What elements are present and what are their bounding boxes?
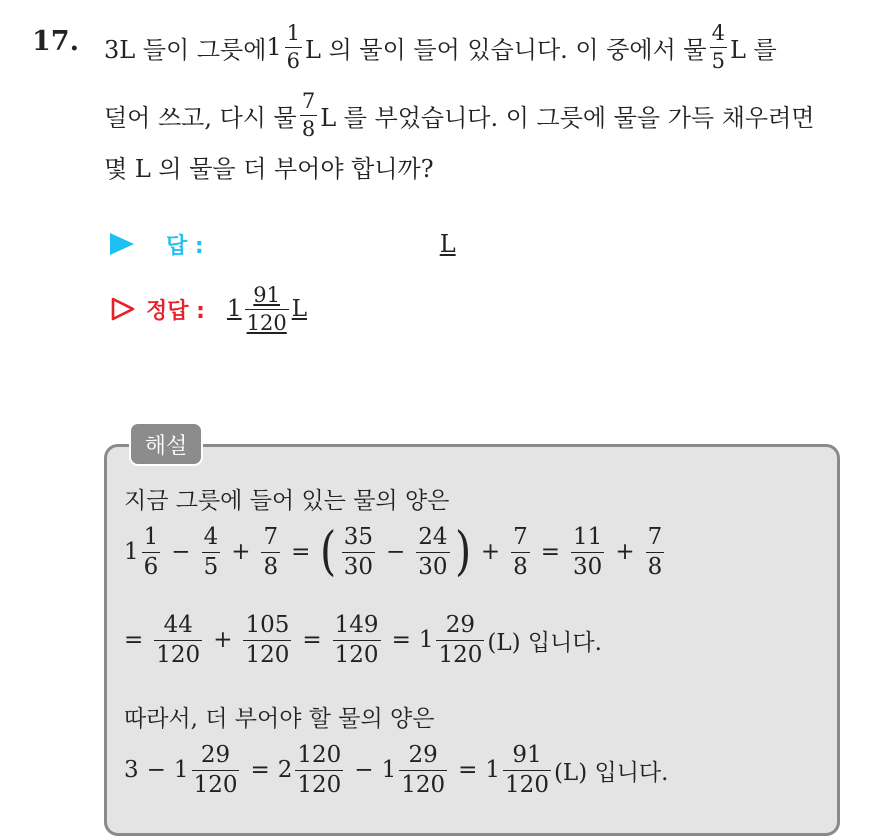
explanation-tag: 해설 bbox=[129, 422, 203, 466]
fraction-numerator: 91 bbox=[253, 282, 281, 307]
explanation-text: 지금 그릇에 들어 있는 물의 양은 bbox=[124, 487, 450, 514]
fraction-numerator: 29 bbox=[445, 611, 476, 638]
fraction-whole: 1 bbox=[418, 627, 434, 653]
equals-sign: = bbox=[291, 539, 311, 565]
equation-tail-text: (L) 입니다. bbox=[553, 759, 669, 786]
explanation-intro-2 bbox=[124, 698, 434, 734]
fraction bbox=[245, 282, 289, 335]
fraction-numerator: 35 bbox=[343, 523, 373, 550]
fraction-numerator: 11 bbox=[573, 523, 603, 550]
minus-sign: − bbox=[385, 539, 406, 565]
answer-row bbox=[110, 228, 456, 260]
minus-sign: − bbox=[171, 539, 191, 565]
fraction-whole: 1 bbox=[226, 296, 242, 322]
explanation-intro-1 bbox=[124, 480, 449, 516]
correct-answer-row bbox=[110, 280, 307, 338]
fraction-denominator: 120 bbox=[334, 641, 379, 668]
fraction-denominator: 120 bbox=[245, 641, 290, 668]
equals-sign: = bbox=[540, 539, 561, 565]
equals-sign: = bbox=[124, 627, 144, 653]
minus-sign: − bbox=[354, 757, 374, 783]
fraction-whole: 1 bbox=[266, 33, 282, 61]
equals-sign: = bbox=[391, 627, 411, 653]
fraction-denominator: 5 bbox=[711, 48, 725, 73]
fraction bbox=[142, 523, 161, 580]
fraction bbox=[202, 523, 221, 580]
fraction-numerator: 7 bbox=[513, 523, 528, 550]
fraction bbox=[261, 523, 280, 580]
mixed-fraction bbox=[266, 20, 305, 73]
fraction-numerator: 91 bbox=[512, 741, 542, 768]
fraction-numerator: 1 bbox=[286, 20, 301, 45]
fraction-denominator: 120 bbox=[156, 641, 201, 668]
mixed-fraction bbox=[277, 741, 347, 798]
equals-sign: = bbox=[302, 627, 322, 653]
left-paren: ( bbox=[320, 522, 337, 582]
fraction-denominator: 8 bbox=[301, 116, 316, 141]
fraction-numerator: 44 bbox=[163, 611, 193, 638]
fraction-denominator: 120 bbox=[401, 771, 446, 798]
correct-answer-value bbox=[226, 282, 307, 335]
fraction bbox=[295, 741, 343, 798]
fraction-numerator: 120 bbox=[297, 741, 342, 768]
question-text: L 를 bbox=[729, 35, 777, 64]
right-paren: ) bbox=[454, 522, 471, 582]
fraction-denominator: 30 bbox=[418, 553, 448, 580]
question-number: 17. bbox=[32, 26, 79, 57]
equation-3 bbox=[124, 736, 668, 804]
fraction-denominator: 120 bbox=[246, 310, 287, 335]
fraction-numerator: 29 bbox=[200, 741, 231, 768]
fraction-whole: 2 bbox=[277, 757, 293, 783]
fraction-numerator: 7 bbox=[263, 523, 279, 550]
outline-triangle-icon bbox=[110, 296, 136, 322]
fraction-denominator: 8 bbox=[647, 553, 663, 580]
fraction bbox=[511, 523, 530, 580]
fraction-whole: 1 bbox=[485, 757, 501, 783]
fraction bbox=[399, 741, 447, 798]
fraction bbox=[646, 523, 665, 580]
fraction-whole: 1 bbox=[124, 539, 139, 565]
fraction-numerator: 105 bbox=[245, 611, 290, 638]
fraction bbox=[342, 523, 375, 580]
fraction bbox=[285, 20, 302, 73]
fraction-numerator: 149 bbox=[334, 611, 379, 638]
plus-sign: + bbox=[213, 627, 233, 653]
question-line-1 bbox=[104, 14, 777, 80]
plus-sign: + bbox=[231, 539, 251, 565]
fraction-numerator: 4 bbox=[203, 523, 219, 550]
fraction bbox=[571, 523, 604, 580]
fraction-denominator: 8 bbox=[513, 553, 528, 580]
minus-sign: − bbox=[146, 757, 166, 783]
fraction-whole: 1 bbox=[381, 757, 397, 783]
fraction-numerator: 24 bbox=[418, 523, 448, 550]
fraction-denominator: 5 bbox=[203, 553, 219, 580]
question-text: 덜어 쓰고, 다시 물 bbox=[104, 103, 297, 132]
fraction-numerator: 7 bbox=[647, 523, 663, 550]
fraction-denominator: 120 bbox=[438, 641, 483, 668]
equation-tail-text: (L) 입니다. bbox=[487, 629, 602, 656]
equals-sign: = bbox=[250, 757, 270, 783]
mixed-fraction bbox=[485, 741, 554, 798]
fraction-denominator: 30 bbox=[573, 553, 603, 580]
question-text: 3L 들이 그릇에 bbox=[104, 35, 267, 64]
fraction-denominator: 120 bbox=[193, 771, 238, 798]
equation-1 bbox=[124, 518, 667, 586]
fraction bbox=[416, 523, 449, 580]
equation-2 bbox=[124, 606, 602, 674]
explanation-text: 따라서, 더 부어야 할 물의 양은 bbox=[124, 705, 435, 732]
fraction-denominator: 120 bbox=[297, 771, 342, 798]
mixed-fraction bbox=[124, 523, 163, 580]
fraction-numerator: 7 bbox=[301, 88, 316, 113]
mixed-fraction bbox=[381, 741, 451, 798]
fraction bbox=[300, 88, 317, 141]
fraction-denominator: 6 bbox=[143, 553, 159, 580]
mixed-fraction bbox=[418, 611, 488, 668]
fraction-denominator: 6 bbox=[286, 48, 301, 73]
play-triangle-icon bbox=[110, 233, 134, 255]
fraction-numerator: 29 bbox=[408, 741, 438, 768]
fraction-numerator: 4 bbox=[711, 20, 725, 45]
equation-lead-number: 3 bbox=[124, 757, 139, 783]
fraction bbox=[333, 611, 381, 668]
fraction bbox=[243, 611, 291, 668]
fraction-whole: 1 bbox=[173, 757, 189, 783]
plus-sign: + bbox=[480, 539, 501, 565]
answer-label: 답 : bbox=[166, 233, 204, 259]
fraction-denominator: 30 bbox=[343, 553, 373, 580]
fraction-denominator: 8 bbox=[263, 553, 279, 580]
fraction bbox=[192, 741, 240, 798]
question-line-2 bbox=[104, 82, 814, 148]
correct-answer-label: 정답 : bbox=[146, 298, 205, 324]
equals-sign: = bbox=[458, 757, 478, 783]
fraction bbox=[436, 611, 484, 668]
fraction-numerator: 1 bbox=[143, 523, 159, 550]
mixed-fraction bbox=[173, 741, 243, 798]
fraction bbox=[503, 741, 551, 798]
question-line-3 bbox=[104, 146, 434, 186]
fraction bbox=[154, 611, 202, 668]
fraction bbox=[710, 20, 727, 73]
question-text: L 의 물이 들어 있습니다. 이 중에서 물 bbox=[305, 35, 707, 64]
correct-answer-unit: L bbox=[291, 296, 307, 322]
plus-sign: + bbox=[615, 539, 635, 565]
question-text: 몇 L 의 물을 더 부어야 합니까? bbox=[104, 154, 434, 183]
question-text: L 를 부었습니다. 이 그릇에 물을 가득 채우려면 bbox=[320, 103, 815, 132]
answer-unit: L bbox=[439, 230, 456, 258]
fraction-denominator: 120 bbox=[505, 771, 549, 798]
